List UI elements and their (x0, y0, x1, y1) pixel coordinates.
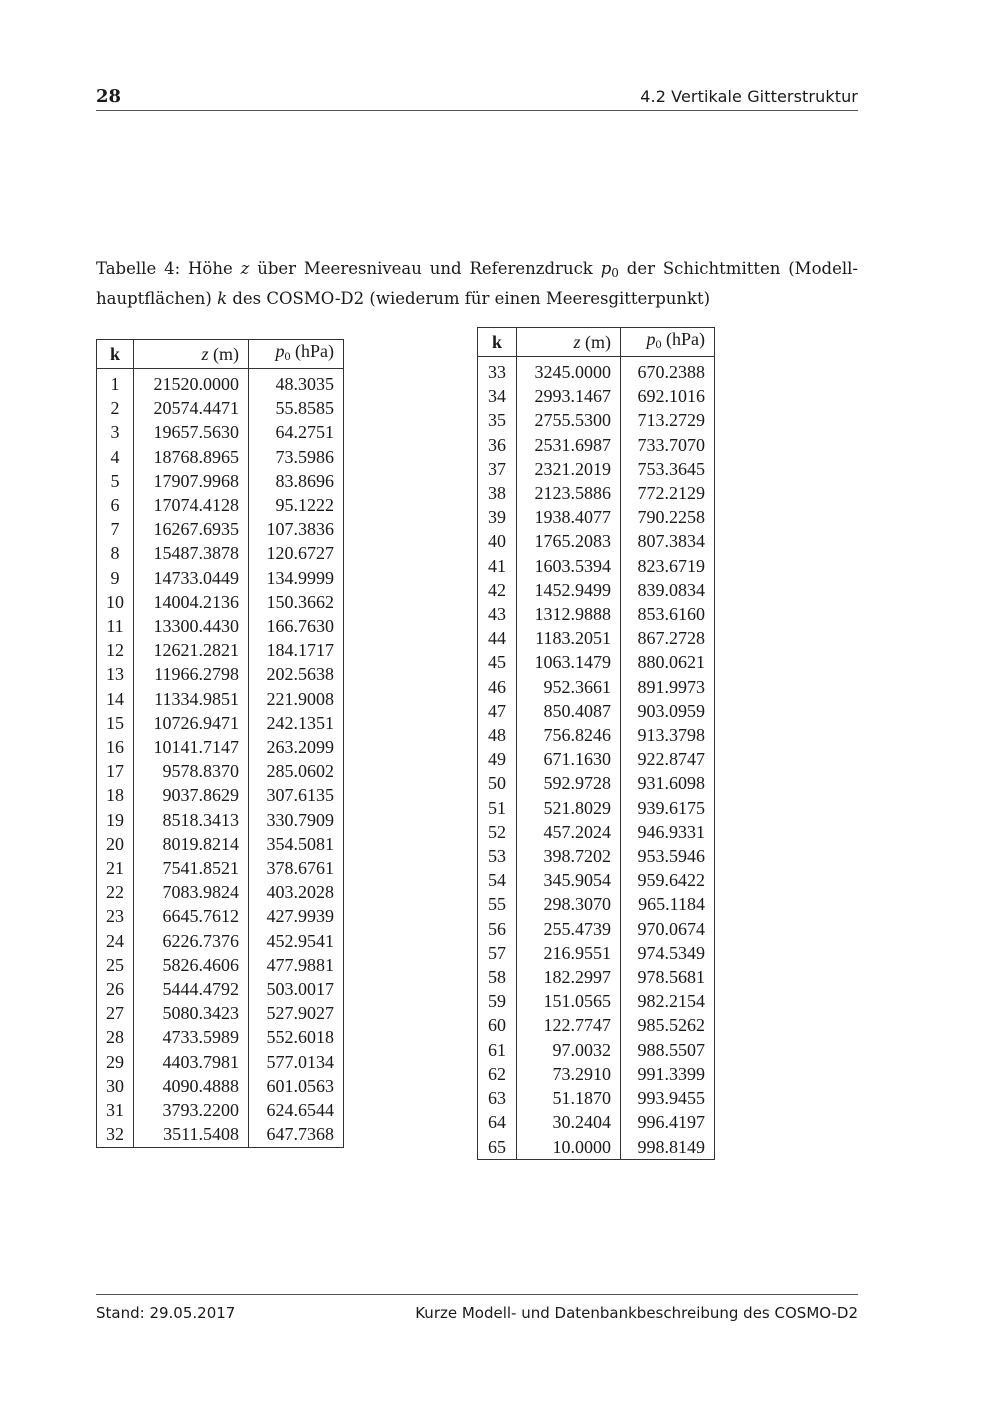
table-row (478, 578, 715, 602)
cell-k: 63 (478, 1086, 517, 1110)
cell-p0: 330.7909 (249, 808, 344, 832)
cell-k: 31 (97, 1098, 134, 1122)
cell-z: 1063.1479 (517, 650, 621, 674)
cell-k: 34 (478, 384, 517, 408)
cell-p0: 985.5262 (621, 1013, 715, 1037)
cell-z: 51.1870 (517, 1086, 621, 1110)
cell-z: 12621.2821 (134, 638, 249, 662)
p-symbol: p (646, 329, 656, 349)
cell-z: 2531.6987 (517, 433, 621, 457)
caption-text-3: der Schichtmitten (Modellhauptflächen) (96, 259, 858, 308)
cell-p0: 64.2751 (249, 420, 344, 444)
cell-k: 50 (478, 771, 517, 795)
cell-p0: 527.9027 (249, 1001, 344, 1025)
table-row (478, 1110, 715, 1134)
footer-document-title: Kurze Modell- und Datenbankbeschreibung des COSMO-D2 (415, 1304, 858, 1322)
column-header-z (134, 340, 249, 369)
cell-z: 850.4087 (517, 699, 621, 723)
cell-z: 457.2024 (517, 820, 621, 844)
cell-z: 521.8029 (517, 796, 621, 820)
cell-k: 44 (478, 626, 517, 650)
table-caption (96, 256, 858, 311)
table-row (97, 396, 344, 420)
table-row (97, 904, 344, 928)
table-row (478, 892, 715, 916)
caption-text-4: des COSMO-D2 (wiederum für einen Meeresgitterpunkt) (232, 289, 711, 308)
page-header (96, 84, 858, 111)
table-row (478, 384, 715, 408)
cell-k: 49 (478, 747, 517, 771)
cell-p0: 55.8585 (249, 396, 344, 420)
cell-p0: 753.3645 (621, 457, 715, 481)
table-row (478, 868, 715, 892)
z-symbol: z (573, 331, 581, 352)
cell-p0: 713.2729 (621, 408, 715, 432)
table-row (97, 614, 344, 638)
table-row (478, 771, 715, 795)
cell-p0: 242.1351 (249, 711, 344, 735)
cell-p0: 953.5946 (621, 844, 715, 868)
table-row (478, 723, 715, 747)
p-unit: (hPa) (666, 329, 705, 349)
cell-p0: 998.8149 (621, 1135, 715, 1160)
cell-p0: 263.2099 (249, 735, 344, 759)
cell-z: 6645.7612 (134, 904, 249, 928)
cell-p0: 823.6719 (621, 554, 715, 578)
cell-k: 17 (97, 759, 134, 783)
table-row (478, 408, 715, 432)
table-row (478, 529, 715, 553)
cell-z: 398.7202 (517, 844, 621, 868)
cell-p0: 577.0134 (249, 1050, 344, 1074)
cell-k: 27 (97, 1001, 134, 1025)
cell-p0: 552.6018 (249, 1025, 344, 1049)
cell-k: 53 (478, 844, 517, 868)
cell-z: 18768.8965 (134, 445, 249, 469)
cell-k: 39 (478, 505, 517, 529)
cell-p0: 959.6422 (621, 868, 715, 892)
z-unit: (m) (213, 343, 239, 364)
cell-k: 19 (97, 808, 134, 832)
cell-k: 11 (97, 614, 134, 638)
cell-k: 14 (97, 687, 134, 711)
cell-p0: 403.2028 (249, 880, 344, 904)
cell-k: 24 (97, 929, 134, 953)
cell-z: 1765.2083 (517, 529, 621, 553)
table-row (478, 1013, 715, 1037)
cell-p0: 378.6761 (249, 856, 344, 880)
table-row (478, 1038, 715, 1062)
cell-k: 51 (478, 796, 517, 820)
table-row (97, 590, 344, 614)
cell-k: 15 (97, 711, 134, 735)
table-row (97, 1098, 344, 1122)
page-footer (96, 1294, 858, 1322)
cell-p0: 285.0602 (249, 759, 344, 783)
height-pressure-table-left (96, 339, 344, 1148)
cell-k: 62 (478, 1062, 517, 1086)
caption-text-2: über Meeresniveau und Referenzdruck (257, 259, 593, 278)
table-row (97, 880, 344, 904)
cell-k: 7 (97, 517, 134, 541)
cell-z: 11334.9851 (134, 687, 249, 711)
cell-k: 1 (97, 369, 134, 397)
table-row (97, 638, 344, 662)
p-subscript: 0 (284, 349, 291, 363)
page-number: 28 (96, 86, 122, 107)
table-row (478, 1086, 715, 1110)
table-row (97, 929, 344, 953)
cell-z: 4090.4888 (134, 1074, 249, 1098)
cell-z: 2755.5300 (517, 408, 621, 432)
cell-z: 19657.5630 (134, 420, 249, 444)
cell-k: 33 (478, 357, 517, 385)
cell-p0: 913.3798 (621, 723, 715, 747)
cell-k: 37 (478, 457, 517, 481)
cell-k: 26 (97, 977, 134, 1001)
cell-p0: 988.5507 (621, 1038, 715, 1062)
cell-p0: 978.5681 (621, 965, 715, 989)
cell-z: 5444.4792 (134, 977, 249, 1001)
table-row (478, 820, 715, 844)
cell-z: 16267.6935 (134, 517, 249, 541)
cell-z: 9037.8629 (134, 783, 249, 807)
cell-z: 14733.0449 (134, 566, 249, 590)
cell-z: 14004.2136 (134, 590, 249, 614)
cell-z: 7083.9824 (134, 880, 249, 904)
table-row (478, 796, 715, 820)
cell-z: 11966.2798 (134, 662, 249, 686)
footer-date: Stand: 29.05.2017 (96, 1304, 236, 1322)
cell-z: 345.9054 (517, 868, 621, 892)
cell-z: 6226.7376 (134, 929, 249, 953)
cell-p0: 790.2258 (621, 505, 715, 529)
cell-z: 3793.2200 (134, 1098, 249, 1122)
cell-z: 10.0000 (517, 1135, 621, 1160)
cell-k: 38 (478, 481, 517, 505)
table-row (97, 420, 344, 444)
cell-z: 1938.4077 (517, 505, 621, 529)
cell-z: 8518.3413 (134, 808, 249, 832)
cell-z: 592.9728 (517, 771, 621, 795)
cell-z: 151.0565 (517, 989, 621, 1013)
cell-k: 29 (97, 1050, 134, 1074)
cell-p0: 427.9939 (249, 904, 344, 928)
cell-k: 59 (478, 989, 517, 1013)
height-pressure-table-right (477, 327, 715, 1160)
cell-z: 3511.5408 (134, 1122, 249, 1147)
cell-k: 56 (478, 917, 517, 941)
cell-z: 97.0032 (517, 1038, 621, 1062)
cell-z: 298.3070 (517, 892, 621, 916)
cell-k: 21 (97, 856, 134, 880)
cell-k: 3 (97, 420, 134, 444)
cell-z: 255.4739 (517, 917, 621, 941)
cell-z: 4733.5989 (134, 1025, 249, 1049)
cell-p0: 922.8747 (621, 747, 715, 771)
cell-k: 9 (97, 566, 134, 590)
cell-k: 4 (97, 445, 134, 469)
table-row (478, 989, 715, 1013)
table-body-right (478, 357, 715, 1160)
table-row (478, 481, 715, 505)
cell-p0: 939.6175 (621, 796, 715, 820)
cell-p0: 946.9331 (621, 820, 715, 844)
cell-k: 6 (97, 493, 134, 517)
cell-k: 58 (478, 965, 517, 989)
table-row (478, 433, 715, 457)
cell-k: 22 (97, 880, 134, 904)
cell-z: 4403.7981 (134, 1050, 249, 1074)
table-row (97, 369, 344, 397)
table-row (478, 457, 715, 481)
cell-p0: 95.1222 (249, 493, 344, 517)
table-row (97, 469, 344, 493)
cell-p0: 993.9455 (621, 1086, 715, 1110)
cell-z: 952.3661 (517, 675, 621, 699)
table-row (478, 965, 715, 989)
z-unit: (m) (585, 331, 611, 352)
cell-p0: 853.6160 (621, 602, 715, 626)
cell-p0: 166.7630 (249, 614, 344, 638)
table-header-row (478, 328, 715, 357)
cell-z: 17074.4128 (134, 493, 249, 517)
cell-p0: 503.0017 (249, 977, 344, 1001)
cell-z: 30.2404 (517, 1110, 621, 1134)
table-row (97, 1074, 344, 1098)
cell-p0: 839.0834 (621, 578, 715, 602)
cell-k: 32 (97, 1122, 134, 1147)
table-row (478, 917, 715, 941)
caption-text-1: Höhe (188, 259, 233, 278)
cell-z: 20574.4471 (134, 396, 249, 420)
cell-z: 122.7747 (517, 1013, 621, 1037)
table-row (97, 977, 344, 1001)
table-row (97, 566, 344, 590)
table-row (478, 650, 715, 674)
table-row (97, 1025, 344, 1049)
cell-p0: 120.6727 (249, 541, 344, 565)
cell-p0: 354.5081 (249, 832, 344, 856)
cell-z: 10726.9471 (134, 711, 249, 735)
cell-p0: 307.6135 (249, 783, 344, 807)
cell-z: 21520.0000 (134, 369, 249, 397)
cell-z: 2123.5886 (517, 481, 621, 505)
cell-k: 30 (97, 1074, 134, 1098)
cell-k: 10 (97, 590, 134, 614)
cell-k: 28 (97, 1025, 134, 1049)
table-row (97, 759, 344, 783)
table-row (478, 626, 715, 650)
table-row (97, 1050, 344, 1074)
cell-p0: 996.4197 (621, 1110, 715, 1134)
cell-z: 1452.9499 (517, 578, 621, 602)
cell-k: 65 (478, 1135, 517, 1160)
cell-p0: 991.3399 (621, 1062, 715, 1086)
cell-z: 2321.2019 (517, 457, 621, 481)
table-row (97, 783, 344, 807)
cell-z: 2993.1467 (517, 384, 621, 408)
table-row (97, 1122, 344, 1147)
p-unit: (hPa) (295, 341, 334, 361)
table-row (97, 445, 344, 469)
cell-z: 1183.2051 (517, 626, 621, 650)
cell-p0: 73.5986 (249, 445, 344, 469)
cell-z: 9578.8370 (134, 759, 249, 783)
cell-p0: 221.9008 (249, 687, 344, 711)
p-subscript: 0 (655, 337, 662, 351)
cell-k: 36 (478, 433, 517, 457)
cell-p0: 733.7070 (621, 433, 715, 457)
cell-z: 5080.3423 (134, 1001, 249, 1025)
cell-z: 182.2997 (517, 965, 621, 989)
cell-p0: 150.3662 (249, 590, 344, 614)
caption-k-symbol: k (217, 289, 228, 308)
table-row (97, 662, 344, 686)
cell-z: 10141.7147 (134, 735, 249, 759)
caption-z-symbol: z (240, 259, 250, 278)
table-row (478, 1135, 715, 1160)
cell-k: 45 (478, 650, 517, 674)
cell-p0: 670.2388 (621, 357, 715, 385)
cell-k: 23 (97, 904, 134, 928)
cell-z: 3245.0000 (517, 357, 621, 385)
cell-k: 57 (478, 941, 517, 965)
table-row (478, 505, 715, 529)
cell-k: 12 (97, 638, 134, 662)
cell-k: 54 (478, 868, 517, 892)
cell-p0: 202.5638 (249, 662, 344, 686)
cell-p0: 970.0674 (621, 917, 715, 941)
caption-p-subscript: 0 (611, 266, 619, 280)
caption-p-symbol: p (600, 259, 612, 278)
cell-z: 8019.8214 (134, 832, 249, 856)
column-header-z (517, 328, 621, 357)
column-header-k: k (97, 340, 134, 369)
cell-k: 42 (478, 578, 517, 602)
cell-k: 47 (478, 699, 517, 723)
cell-k: 13 (97, 662, 134, 686)
cell-p0: 891.9973 (621, 675, 715, 699)
cell-p0: 807.3834 (621, 529, 715, 553)
cell-p0: 772.2129 (621, 481, 715, 505)
column-header-p0 (249, 340, 344, 369)
table-row (478, 602, 715, 626)
table-row (478, 1062, 715, 1086)
table-row (97, 1001, 344, 1025)
table-row (478, 554, 715, 578)
cell-p0: 903.0959 (621, 699, 715, 723)
cell-k: 55 (478, 892, 517, 916)
table-row (478, 747, 715, 771)
cell-p0: 880.0621 (621, 650, 715, 674)
cell-k: 40 (478, 529, 517, 553)
cell-k: 60 (478, 1013, 517, 1037)
cell-k: 43 (478, 602, 517, 626)
cell-k: 2 (97, 396, 134, 420)
table-row (97, 687, 344, 711)
column-header-p0 (621, 328, 715, 357)
table-row (478, 675, 715, 699)
cell-z: 216.9551 (517, 941, 621, 965)
table-row (97, 711, 344, 735)
table-row (97, 832, 344, 856)
cell-z: 73.2910 (517, 1062, 621, 1086)
p-symbol: p (275, 341, 285, 361)
cell-p0: 184.1717 (249, 638, 344, 662)
cell-z: 5826.4606 (134, 953, 249, 977)
cell-k: 41 (478, 554, 517, 578)
cell-k: 64 (478, 1110, 517, 1134)
table-row (97, 735, 344, 759)
cell-p0: 692.1016 (621, 384, 715, 408)
cell-k: 8 (97, 541, 134, 565)
cell-z: 1312.9888 (517, 602, 621, 626)
cell-p0: 107.3836 (249, 517, 344, 541)
cell-k: 5 (97, 469, 134, 493)
cell-z: 1603.5394 (517, 554, 621, 578)
cell-k: 35 (478, 408, 517, 432)
cell-k: 48 (478, 723, 517, 747)
caption-label: Tabelle 4: (96, 259, 181, 278)
cell-k: 52 (478, 820, 517, 844)
cell-p0: 965.1184 (621, 892, 715, 916)
cell-z: 13300.4430 (134, 614, 249, 638)
cell-k: 20 (97, 832, 134, 856)
cell-p0: 624.6544 (249, 1098, 344, 1122)
cell-p0: 982.2154 (621, 989, 715, 1013)
z-symbol: z (201, 343, 209, 364)
table-body-left (97, 369, 344, 1148)
table-row (478, 941, 715, 965)
cell-z: 17907.9968 (134, 469, 249, 493)
cell-z: 15487.3878 (134, 541, 249, 565)
cell-p0: 48.3035 (249, 369, 344, 397)
cell-p0: 83.8696 (249, 469, 344, 493)
table-row (97, 856, 344, 880)
cell-k: 46 (478, 675, 517, 699)
cell-p0: 867.2728 (621, 626, 715, 650)
cell-p0: 974.5349 (621, 941, 715, 965)
cell-p0: 134.9999 (249, 566, 344, 590)
column-header-k: k (478, 328, 517, 357)
table-row (97, 541, 344, 565)
table-row (97, 808, 344, 832)
cell-k: 16 (97, 735, 134, 759)
cell-p0: 647.7368 (249, 1122, 344, 1147)
table-row (97, 517, 344, 541)
cell-z: 756.8246 (517, 723, 621, 747)
cell-p0: 601.0563 (249, 1074, 344, 1098)
table-header-row (97, 340, 344, 369)
table-row (97, 953, 344, 977)
table-row (478, 357, 715, 385)
table-row (97, 493, 344, 517)
table-row (478, 699, 715, 723)
cell-z: 671.1630 (517, 747, 621, 771)
section-title: 4.2 Vertikale Gitterstruktur (640, 87, 858, 106)
table-row (478, 844, 715, 868)
cell-p0: 452.9541 (249, 929, 344, 953)
cell-k: 61 (478, 1038, 517, 1062)
cell-k: 18 (97, 783, 134, 807)
cell-p0: 931.6098 (621, 771, 715, 795)
cell-p0: 477.9881 (249, 953, 344, 977)
cell-k: 25 (97, 953, 134, 977)
cell-z: 7541.8521 (134, 856, 249, 880)
